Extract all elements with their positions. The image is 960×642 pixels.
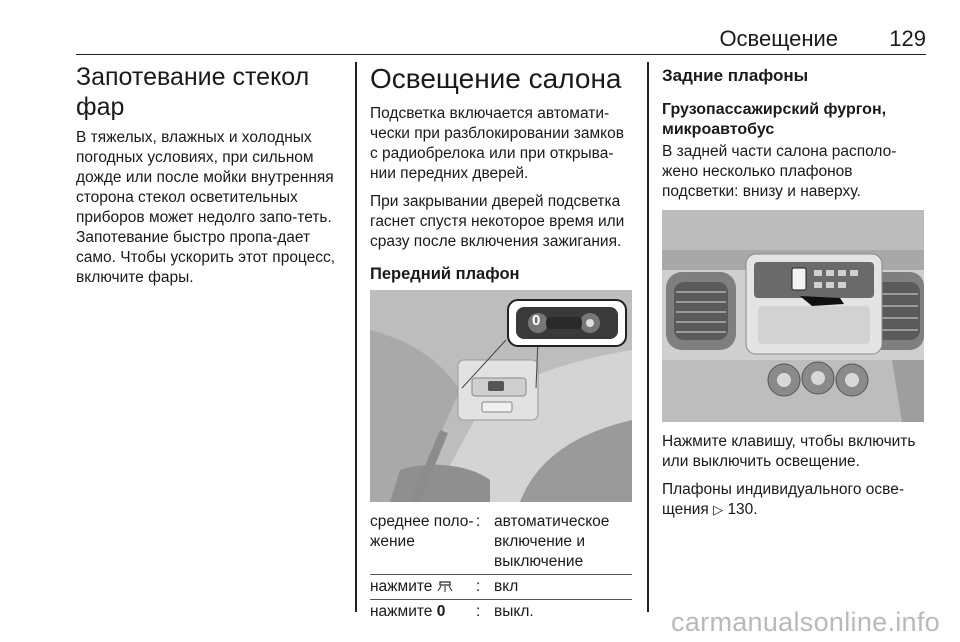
column-interior-lighting bbox=[370, 62, 632, 622]
legend-colon: : bbox=[476, 513, 481, 530]
heading-fogging: Запотевание стекол фар bbox=[76, 63, 310, 121]
paragraph-individual-lamps bbox=[662, 480, 928, 520]
front-lamp-legend bbox=[370, 512, 632, 622]
page-reference-arrow-icon[interactable]: ▷ bbox=[713, 502, 724, 517]
column-divider bbox=[647, 62, 649, 612]
column-divider bbox=[355, 62, 357, 612]
front-lamp-drawing bbox=[370, 290, 632, 502]
legend-value: выкл. bbox=[494, 603, 534, 620]
figure-zero-label: 0 bbox=[532, 312, 541, 329]
legend-row-on bbox=[370, 577, 632, 597]
paragraph-press-key: Нажмите клавишу, чтобы включить или выключить освещение. bbox=[662, 433, 916, 470]
legend-key-zero: 0 bbox=[436, 603, 446, 620]
subheading-van-minibus: Грузопассажирский фургон, микроавтобус bbox=[662, 101, 887, 138]
paragraph-auto-off: При закрывании дверей подсветка гаснет спустя некоторое время или сразу после включения зажигания. bbox=[370, 193, 625, 250]
watermark: carmanualsonline.info bbox=[671, 607, 940, 637]
page-header bbox=[76, 22, 926, 55]
legend-key-on bbox=[370, 577, 476, 597]
rear-lamp-drawing bbox=[662, 210, 924, 422]
legend-key-text: нажмите bbox=[370, 603, 433, 620]
page-number: 129 bbox=[889, 26, 926, 51]
paragraph-fogging: В тяжелых, влажных и холодных погодных условиях, при сильном дожде или после мойки внутренняя сторона стекол осветительных приборов может недолго запо-теть. Запотевание быстро пропа-дает само. Чтобы ускорить этот процесс, включите фары. bbox=[76, 129, 336, 286]
legend-divider bbox=[370, 574, 632, 575]
legend-key-off bbox=[370, 602, 476, 622]
interior-lamp-icon bbox=[437, 581, 453, 593]
column-rear-lamps bbox=[662, 62, 928, 528]
legend-colon: : bbox=[476, 578, 481, 595]
paragraph-rear-lamps: В задней части салона располо-жено несколько плафонов подсветки: внизу и наверху. bbox=[662, 143, 897, 200]
legend-divider bbox=[370, 599, 632, 600]
legend-colon: : bbox=[476, 603, 481, 620]
page-reference[interactable]: 130. bbox=[727, 501, 758, 518]
legend-value: вкл bbox=[494, 578, 519, 595]
legend-key: среднее поло-жение bbox=[370, 513, 474, 550]
column-fogging bbox=[76, 62, 342, 296]
section-title: Освещение bbox=[719, 26, 838, 51]
paragraph-auto-on: Подсветка включается автомати-чески при разблокировании замков с радиобрелока или при открыва-нии передних дверей. bbox=[370, 105, 624, 182]
rear-lamp-illustration bbox=[662, 210, 924, 422]
legend-row-off bbox=[370, 602, 632, 622]
heading-interior-lighting: Освещение салона bbox=[370, 63, 622, 94]
legend-key-text: нажмите bbox=[370, 578, 433, 595]
subheading-front-lamp: Передний плафон bbox=[370, 265, 520, 283]
legend-row-middle bbox=[370, 512, 632, 572]
front-lamp-illustration bbox=[370, 290, 632, 502]
legend-value: автоматическое включение и выключение bbox=[494, 513, 610, 570]
heading-rear-lamps: Задние плафоны bbox=[662, 66, 809, 85]
individual-lamps-text: Плафоны индивидуального осве-щения bbox=[662, 481, 904, 518]
